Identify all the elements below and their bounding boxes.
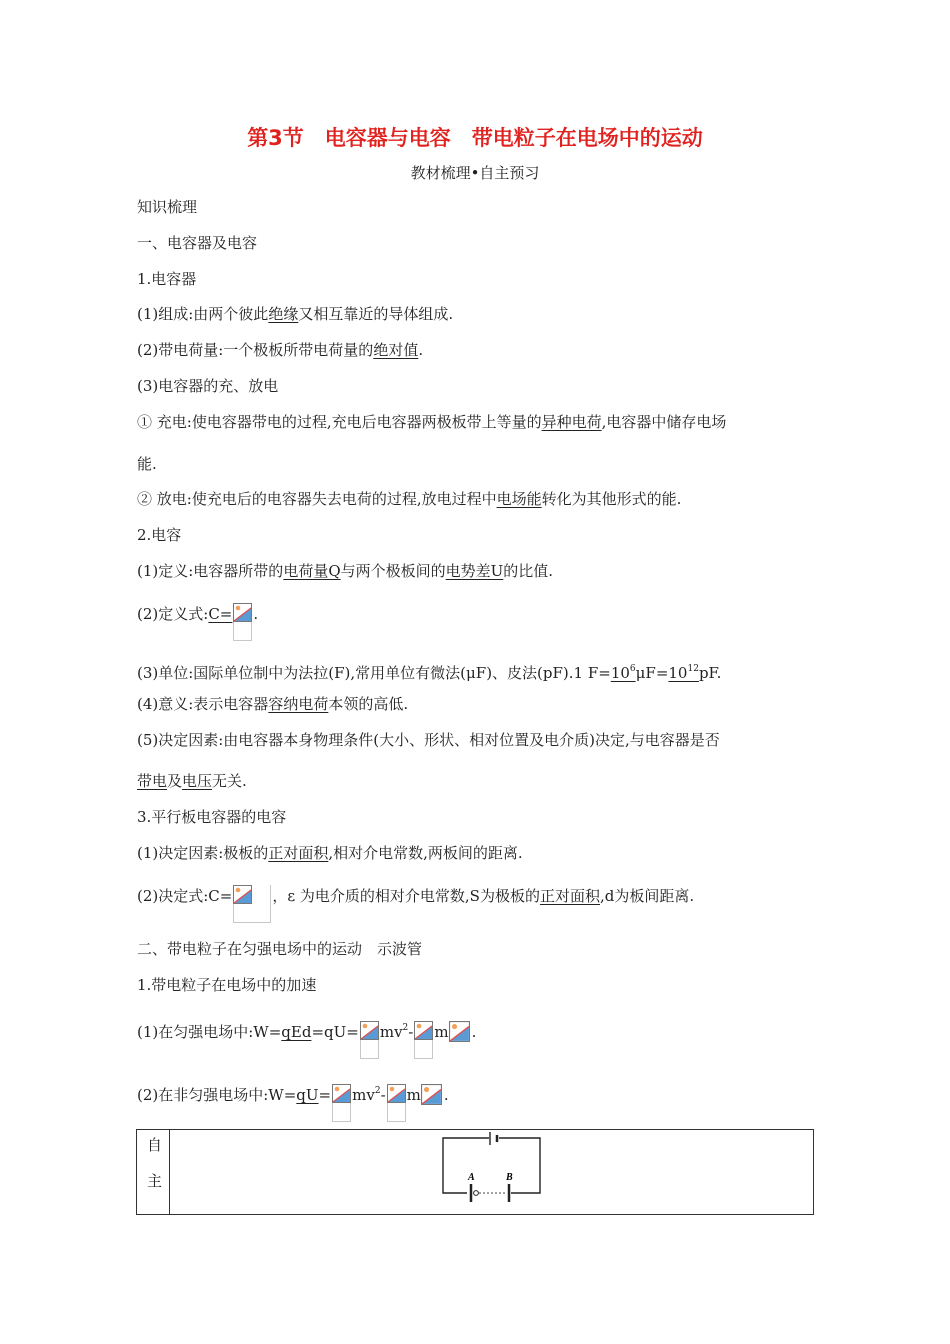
velocity-image-icon (422, 1084, 443, 1122)
page-subtitle: 教材梳理•自主预习 (410, 164, 540, 182)
definition-line: (1)定义:电容器所带的电荷量Q与两个极板间的电势差U的比值. (137, 562, 554, 580)
charged-particle (474, 1191, 479, 1196)
uniform-field-line: (1)在匀强电场中:W=qEd=qU= $mv^2-$ m . (137, 1017, 476, 1059)
heading-capacitor: 一、电容器及电容 (137, 234, 258, 252)
table-side-cell (137, 1130, 170, 1214)
charging-line-cont: 能. (137, 455, 157, 473)
table-side-char: 自 (147, 1136, 163, 1154)
label-a: A (468, 1172, 475, 1183)
discharging-line: ② 放电:使充电后的电容器失去电荷的过程,放电过程中电场能转化为其他形式的能. (137, 490, 682, 508)
charge-amount-line: (2)带电荷量:一个极板所带电荷量的绝对值. (137, 341, 424, 359)
fraction-image-icon (414, 1021, 433, 1059)
factor-line-cont: 带电及电压无关. (137, 772, 247, 790)
heading-particle-motion: 二、带电粒子在匀强电场中的运动 示波管 (137, 940, 423, 958)
parallel-plate-formula-line: (2)决定式:C= ，ε 为电介质的相对介电常数,S为极板的正对面积,d为板间距离. (137, 885, 694, 923)
formula-image-icon (233, 603, 252, 641)
charging-line: ① 充电:使电容器带电的过程,充电后电容器两极板带上等量的异种电荷,电容器中储存电场 (137, 413, 727, 431)
subheading-capacitance: 2.电容 (137, 526, 182, 544)
subheading-parallel-plate: 3.平行板电容器的电容 (137, 808, 287, 826)
formula-image-icon (233, 885, 271, 923)
page-title: 第3节 电容器与电容 带电粒子在电场中的运动 (247, 126, 703, 150)
velocity-image-icon (450, 1021, 471, 1059)
table-side-char: 主 (147, 1172, 163, 1190)
fraction-image-icon (360, 1021, 379, 1059)
nonuniform-field-line: (2)在非匀强电场中:W=qU= $mv^2-$ m . (137, 1080, 449, 1122)
factor-line: (5)决定因素:由电容器本身物理条件(大小、形状、相对位置及电介质)决定,与电容器是否 (137, 731, 720, 749)
charge-discharge-heading: (3)电容器的充、放电 (137, 377, 279, 395)
subheading-capacitor: 1.电容器 (137, 270, 197, 288)
section-label: 知识梳理 (137, 198, 198, 216)
unit-line: (3)单位:国际单位制中为法拉(F),常用单位有微法(μF)、皮法(pF).1 $F=10^6\mu F=10^{12}pF$. (137, 664, 722, 682)
fraction-image-icon (387, 1084, 406, 1122)
self-study-table (136, 1129, 814, 1215)
parallel-plate-factor-line: (1)决定因素:极板的正对面积,相对介电常数,两板间的距离. (137, 844, 523, 862)
subheading-acceleration: 1.带电粒子在电场中的加速 (137, 976, 317, 994)
composition-line: (1)组成:由两个彼此绝缘又相互靠近的导体组成. (137, 305, 454, 323)
label-b: B (506, 1172, 513, 1183)
meaning-line: (4)意义:表示电容器容纳电荷本领的高低. (137, 695, 409, 713)
fraction-image-icon (332, 1084, 351, 1122)
definition-formula-line: (2)定义式:C= . (137, 603, 258, 641)
circuit-diagram (437, 1132, 547, 1208)
